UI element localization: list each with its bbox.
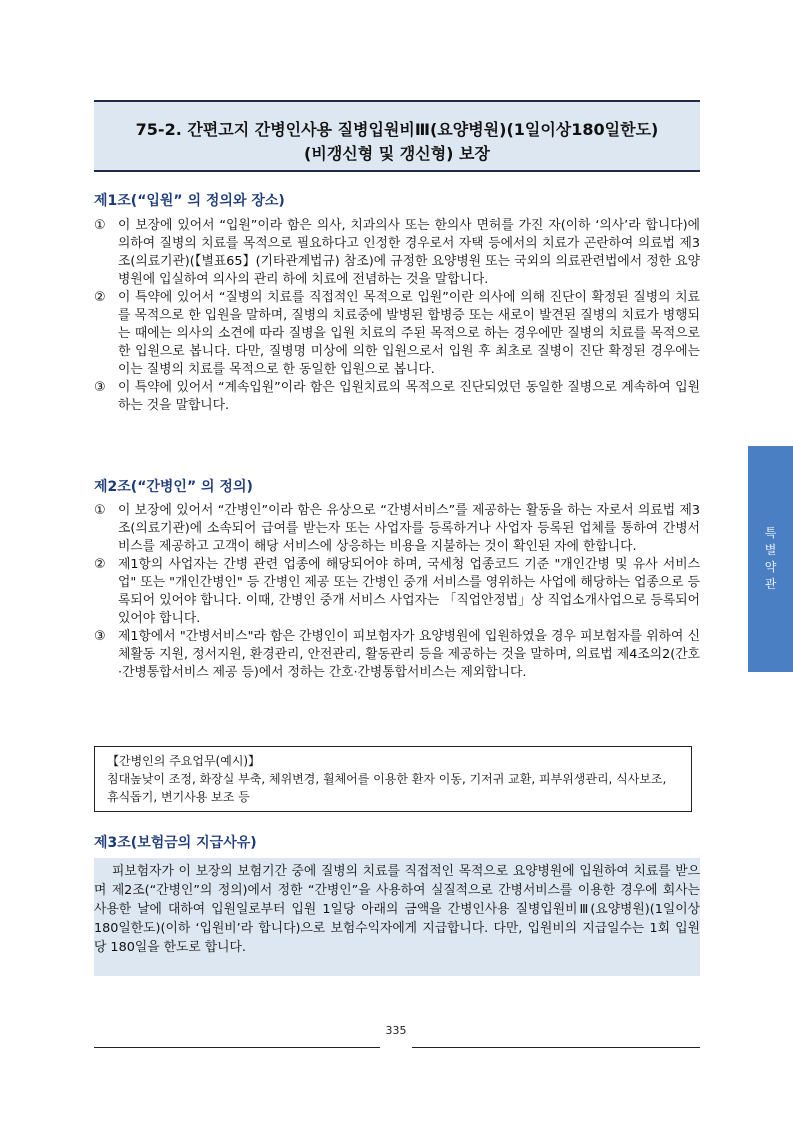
- article1-item-1: [94, 217, 700, 289]
- article2-item-3: [94, 628, 700, 682]
- article3-body: [94, 858, 700, 976]
- footer-rule-left: [94, 1047, 380, 1048]
- footer-rule-right: [412, 1047, 700, 1048]
- article3-heading: 제3조(보험금의 지급사유): [94, 835, 257, 851]
- item-text: 이 특약에 있어서 “계속입원”이라 함은 입원치료의 목적으로 진단되었던 동일한 질병으로 계속하여 입원하는 것을 말합니다.: [118, 380, 700, 413]
- article1-item-3: [94, 379, 700, 415]
- item-number: ①: [94, 503, 106, 518]
- article3-text: 피보험자가 이 보장의 보험기간 중에 질병의 치료를 직접적인 목적으로 요양병원에 입원하여 치료를 받으며 제2조(“간병인”의 정의)에서 정한 “간병인”을 사용하여 실질적으로 간병서비스를 이용한 경우에 회사는 사용한 날에 대하여 입원일로부터 입원 1일당 아래의 금액을 간병인사용 질병입원비Ⅲ(요양병원)(1일이상180일한도)(이하 ‘입원비’라 합니다)으로 보험수익자에게 지급합니다. 다만, 입원비의 지급일수는 1회 입원당 180일을 한도로 합니다.: [94, 864, 700, 955]
- item-number: ②: [94, 557, 106, 572]
- example-title: 【간병인의 주요업무(예시)】: [107, 754, 261, 768]
- item-text: 이 보장에 있어서 “입원”이라 함은 의사, 치과의사 또는 한의사 면허를 가진 자(이하 ‘의사’라 합니다)에 의하여 질병의 치료를 목적으로 필요하다고 인정한 경우로서 자택 등에서의 치료가 곤란하여 의료법 제3조(의료기관)(【별표65】(기타관계법규) 참조)에 규정한 요양병원 또는 국외의 의료관련법에서 정한 요양병원에 입실하여 의사의 관리 하에 치료에 전념하는 것을 말합니다.: [118, 218, 700, 287]
- article1-item-2: [94, 289, 700, 379]
- article2-item-2: [94, 556, 700, 628]
- page-number: 335: [385, 1024, 407, 1037]
- item-number: ③: [94, 629, 106, 644]
- section-title-line2: (비갱신형 및 갱신형) 보장: [304, 144, 490, 163]
- item-number: ③: [94, 380, 106, 395]
- article2-item-1: [94, 502, 700, 556]
- item-text: 이 특약에 있어서 “질병의 치료를 직접적인 목적으로 입원”이란 의사에 의해 진단이 확정된 질병의 치료를 목적으로 한 입원을 말하며, 질병의 치료중에 발병된 합병증 또는 새로이 발견된 질병의 치료가 병행되는 때에는 의사의 소견에 따라 질병을 입원 치료의 주된 목적으로 하는 경우에만 질병의 치료를 목적으로 한 입원으로 봅니다. 다만, 질병명 미상에 의한 입원으로서 입원 후 최초로 질병이 진단 확정된 경우에는 이는 질병의 치료를 목적으로 한 동일한 입원으로 봅니다.: [118, 290, 700, 377]
- item-text: 제1항에서 "간병서비스"라 함은 간병인이 피보험자가 요양병원에 입원하였을 경우 피보험자를 위하여 신체활동 지원, 정서지원, 환경관리, 안전관리, 활동관리 등을 제공하는 것을 말하며, 의료법 제4조의2(간호·간병통합서비스 제공 등)에서 정하는 간호·간병통합서비스는 제외합니다.: [118, 629, 700, 680]
- item-text: 제1항의 사업자는 간병 관련 업종에 해당되어야 하며, 국세청 업종코드 기준 "개인간병 및 유사 서비스업" 또는 "개인간병인" 등 간병인 제공 또는 간병인 중개 서비스를 영위하는 사업에 해당하는 업종으로 등록되어 있어야 합니다. 이때, 간병인 중개 서비스 사업자는 「직업안정법」상 직업소개사업으로 등록되어 있어야 합니다.: [118, 557, 700, 626]
- item-text: 이 보장에 있어서 “간병인”이라 함은 유상으로 “간병서비스”를 제공하는 활동을 하는 자로서 의료법 제3조(의료기관)에 소속되어 급여를 받는자 또는 사업자를 등록하거나 사업자 등록된 업체를 통하여 간병서비스를 제공하고 고객이 해당 서비스에 상응하는 비용을 지불하는 것이 확인된 자에 한합니다.: [118, 503, 700, 554]
- article1-heading: 제1조(“입원” 의 정의와 장소): [94, 193, 285, 209]
- side-tab-label: 특별약관: [764, 526, 777, 591]
- caregiver-duties-example-box: [94, 746, 692, 812]
- article2-body: [94, 502, 700, 682]
- section-title-line1: 75-2. 간편고지 간병인사용 질병입원비Ⅲ(요양병원)(1일이상180일한도): [135, 120, 659, 139]
- article1-body: [94, 217, 700, 415]
- article2-heading: 제2조(“간병인” 의 정의): [94, 479, 253, 495]
- item-number: ①: [94, 218, 106, 233]
- side-section-tab: [748, 446, 793, 672]
- section-title-box: [94, 100, 700, 172]
- item-number: ②: [94, 290, 106, 305]
- example-body: 침대높낮이 조정, 화장실 부축, 체위변경, 휠체어를 이용한 환자 이동, 기저귀 교환, 피부위생관리, 식사보조, 휴식돕기, 변기사용 보조 등: [107, 772, 667, 804]
